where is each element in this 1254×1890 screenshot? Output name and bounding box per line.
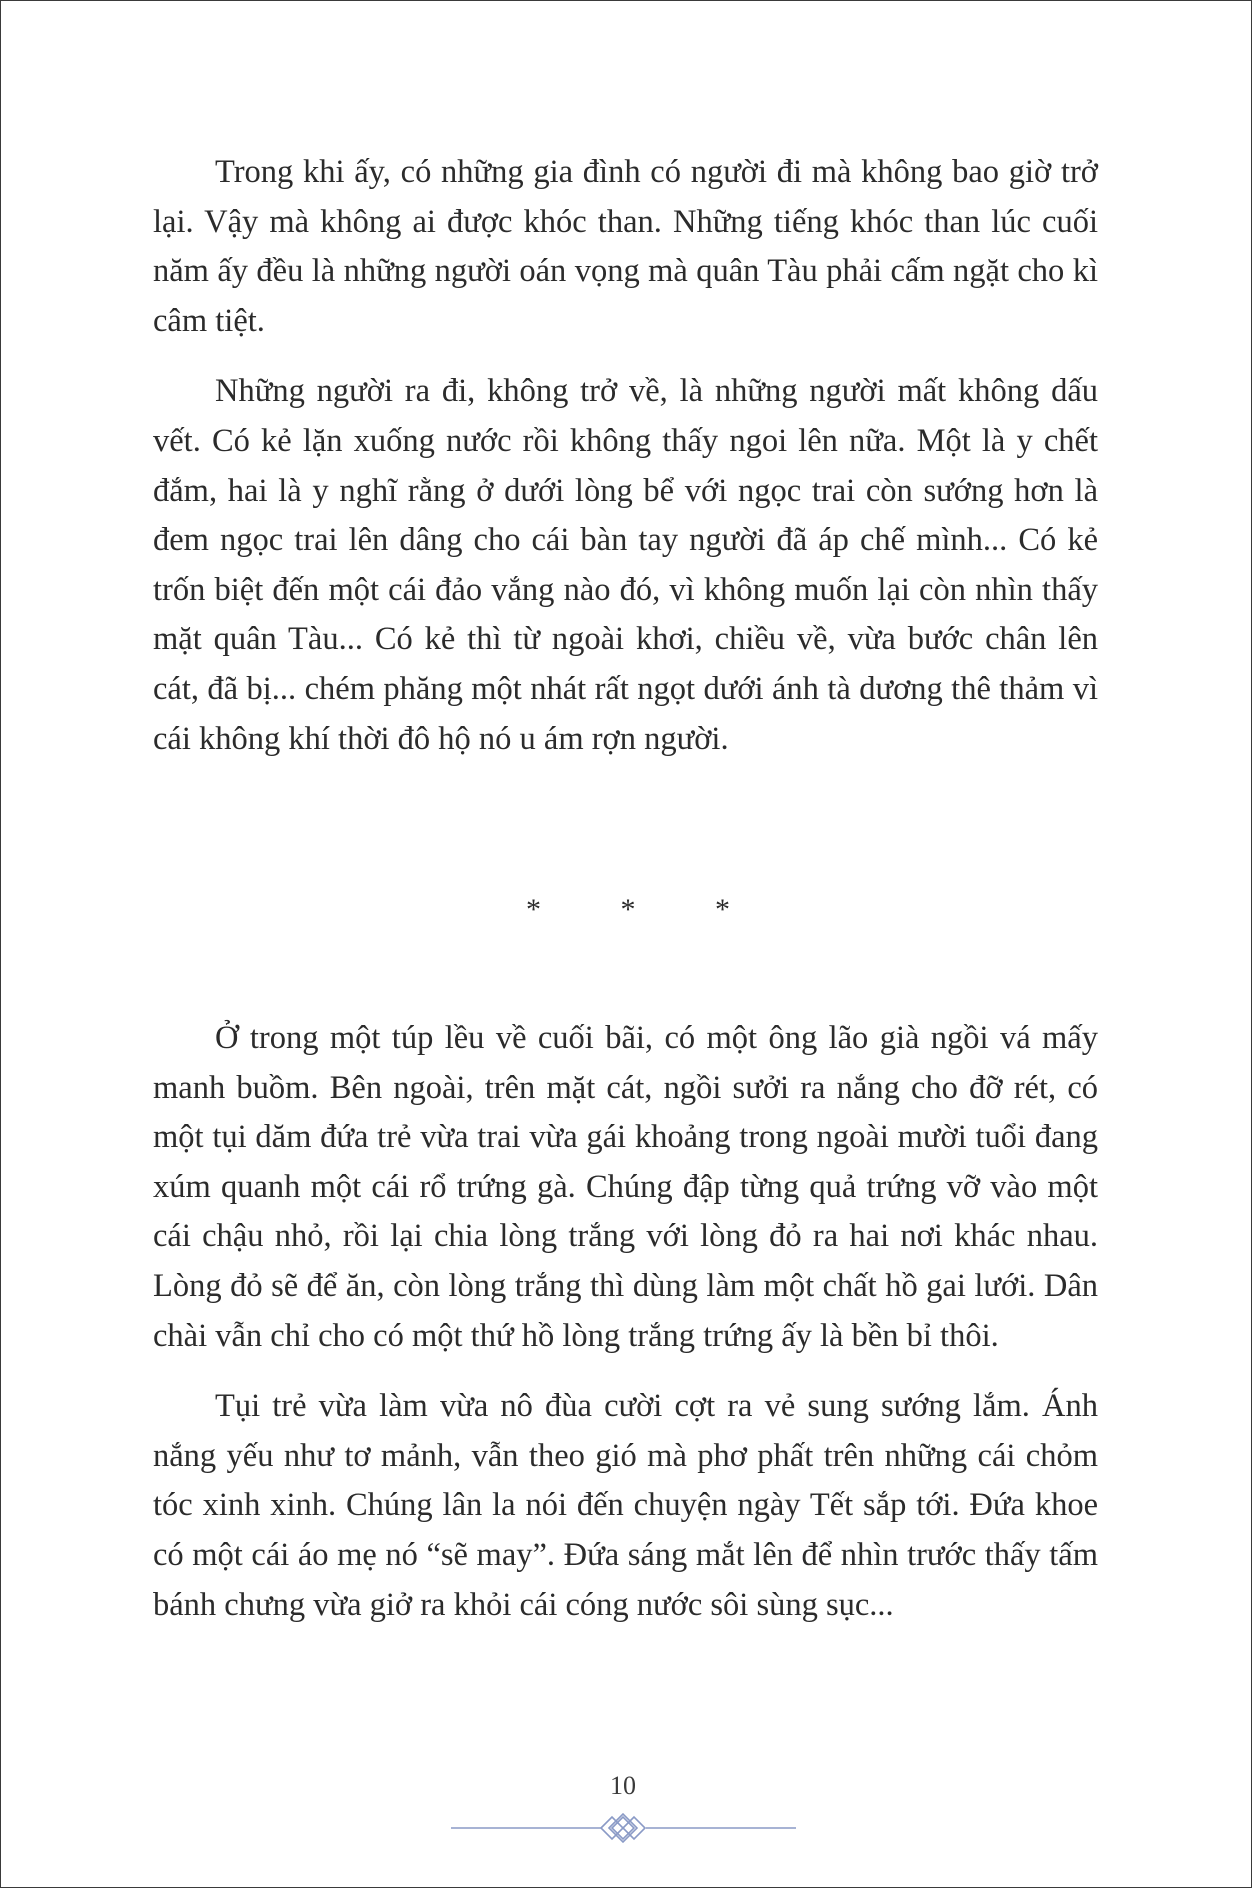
text-section-1	[153, 148, 1098, 764]
section-separator: * * *	[526, 893, 766, 926]
diamond-knot-ornament-icon	[451, 1813, 796, 1843]
paragraph: Ở trong một túp lều về cuối bãi, có một ông lão già ngồi vá mấy manh buồm. Bên ngoài, trên mặt cát, ngồi sưởi ra nắng cho đỡ rét, có một tụi dăm đứa trẻ vừa trai vừa gái khoảng trong ngoài mười tuổi đang xúm quanh một cái rổ trứng gà. Chúng đập từng quả trứng vỡ vào một cái chậu nhỏ, rồi lại chia lòng trắng với lòng đỏ ra hai nơi khác nhau. Lòng đỏ sẽ để ăn, còn lòng trắng thì dùng làm một chất hồ gai lưới. Dân chài vẫn chỉ cho có một thứ hồ lòng trắng trứng ấy là bền bỉ thôi.	[153, 1020, 1098, 1354]
page-number: 10	[610, 1771, 636, 1800]
text-section-2	[153, 1014, 1098, 1630]
paragraph: Tụi trẻ vừa làm vừa nô đùa cười cợt ra vẻ sung sướng lắm. Ánh nắng yếu như tơ mảnh, vẫn theo gió mà phơ phất trên những cái chỏm tóc xinh xinh. Chúng lân la nói đến chuyện ngày Tết sắp tới. Đứa khoe có một cái áo mẹ nó “sẽ may”. Đứa sáng mắt lên để nhìn trước thấy tấm bánh chưng vừa giở ra khỏi cái cóng nước sôi sùng sục...	[153, 1388, 1098, 1623]
paragraph: Trong khi ấy, có những gia đình có người đi mà không bao giờ trở lại. Vậy mà không ai được khóc than. Những tiếng khóc than lúc cuối năm ấy đều là những người oán vọng mà quân Tàu phải cấm ngặt cho kì câm tiệt.	[153, 154, 1098, 339]
paragraph: Những người ra đi, không trở về, là những người mất không dấu vết. Có kẻ lặn xuống nước rồi không thấy ngoi lên nữa. Một là y chết đắm, hai là y nghĩ rằng ở dưới lòng bể với ngọc trai còn sướng hơn là đem ngọc trai lên dâng cho cái bàn tay người đã áp chế mình... Có kẻ trốn biệt đến một cái đảo vắng nào đó, vì không muốn lại còn nhìn thấy mặt quân Tàu... Có kẻ thì từ ngoài khơi, chiều về, vừa bước chân lên cát, đã bị... chém phăng một nhát rất ngọt dưới ánh tà dương thê thảm vì cái không khí thời đô hộ nó u ám rợn người.	[153, 373, 1098, 757]
